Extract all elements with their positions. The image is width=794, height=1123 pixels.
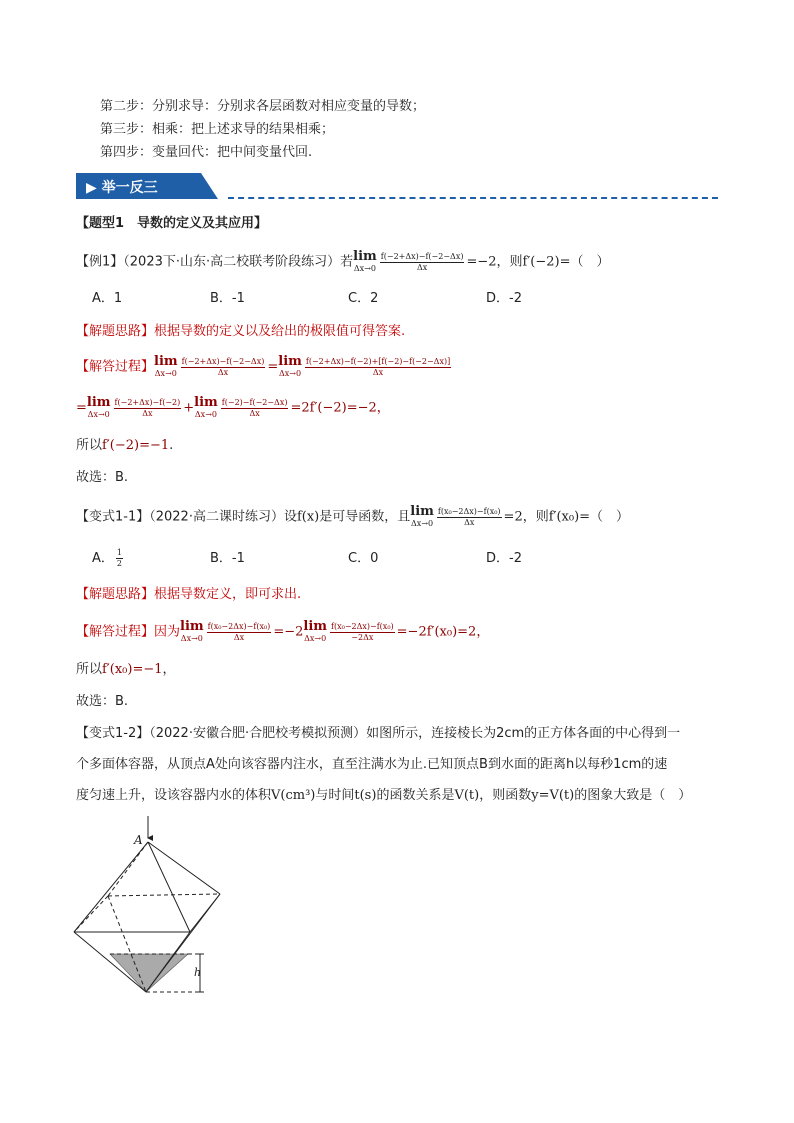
ex1-option-c: C．2 xyxy=(348,291,379,306)
water-surface xyxy=(110,954,188,992)
banner-divider xyxy=(228,197,718,199)
step-4: 第四步：变量回代：把中间变量代回. xyxy=(100,145,313,160)
var11-option-a: A． $\frac{1}{2}$ xyxy=(92,548,122,568)
var11-idea: 【解题思路】根据导数定义，即可求出. xyxy=(76,587,302,602)
ex1-process-line1: 【解答过程】 lim Δx→0 $\frac{f(-2+\Delta x)-f(-2-\Delta x)}{\Delta x}$ = lim Δx→0 $\frac{f(-2+\Delta x)-f(-2)+[f(-2)-f(-2-\Delta x)]}{\Delta x}$ xyxy=(76,354,451,378)
ex1-option-b: B．-1 xyxy=(210,291,245,306)
ex1-option-d: D．-2 xyxy=(486,291,522,306)
var11-answer: 故选：B. xyxy=(76,694,129,709)
var12-line2: 个多面体容器，从顶点A处向该容器内注水，直至注满水为止.已知顶点B到水面的距离h以每秒1cm的速 xyxy=(76,757,668,772)
octahedron-figure xyxy=(70,812,230,1002)
var11-option-d: D．-2 xyxy=(486,551,522,566)
example-1-tag: 【例1】 xyxy=(76,254,124,270)
var11-so: 所以f′(x₀)=−1， xyxy=(76,662,176,677)
step-3: 第三步：相乘：把上述求导的结果相乘； xyxy=(100,122,335,137)
banner-label: 举一反三 xyxy=(101,180,158,196)
section-banner xyxy=(76,173,218,199)
ex1-so: 所以f′(−2)=−1. xyxy=(76,438,174,453)
ex1-process-line2: = lim Δx→0 $\frac{f(-2+\Delta x)-f(-2)}{\Delta x}$ + lim Δx→0 $\frac{f(-2)-f(-2-\Delta x)}{\Delta x}$ =2f′(−2)=−2， xyxy=(76,395,390,419)
var11-process: 【解答过程】因为 lim Δx→0 $\frac{\text{f(x₀−2Δx)−f(x₀)}}{\Delta x}$ =−2 lim Δx→0 $\frac{\text{f(x₀−2Δx)−f(x₀)}}{-2\Delta x}$ =−2f′(x₀)=2， xyxy=(76,619,490,643)
var12-line1: 【变式1-2】（2022·安徽合肥·合肥校考模拟预测）如图所示，连接棱长为2cm的正方体各面的中心得到一 xyxy=(76,726,681,741)
vertex-a-label: A xyxy=(134,833,143,847)
ex1-option-a: A．1 xyxy=(92,291,123,306)
ex1-answer: 故选：B. xyxy=(76,470,129,485)
example-1-question: 【例1】（2023下·山东·高二校联考阶段练习）若 lim Δx→0 $\frac{f(-2+\Delta x)-f(-2-\Delta x)}{\Delta x}$ =−2，则f′(−2)=（ ） xyxy=(76,249,610,273)
height-h-label: h xyxy=(194,966,202,979)
example-1-tail: =−2，则f′(−2)=（ ） xyxy=(466,254,610,270)
var11-option-b: B．-1 xyxy=(210,551,245,566)
play-icon: ▶ xyxy=(86,180,97,196)
section-title: 【题型1 导数的定义及其应用】 xyxy=(76,216,268,231)
var11-question: 【变式1-1】（2022·高二课时练习）设f(x)是可导函数，且 lim Δx→0 $\frac{\text{f(x₀−2Δx)−f(x₀)}}{\Delta x}$ =2，则f′(x₀)=（ ） xyxy=(76,504,630,528)
var11-option-c: C．0 xyxy=(348,551,379,566)
ex1-idea: 【解题思路】根据导数的定义以及给出的极限值可得答案. xyxy=(76,324,406,339)
step-2: 第二步：分别求导：分别求各层函数对相应变量的导数； xyxy=(100,99,426,114)
example-1-source: （2023下·山东·高二校联考阶段练习）若 xyxy=(123,254,354,270)
var12-line3: 度匀速上升，设该容器内水的体积V(cm³)与时间t(s)的函数关系是V(t)，则函数y=V(t)的图象大致是（ ） xyxy=(76,788,692,803)
